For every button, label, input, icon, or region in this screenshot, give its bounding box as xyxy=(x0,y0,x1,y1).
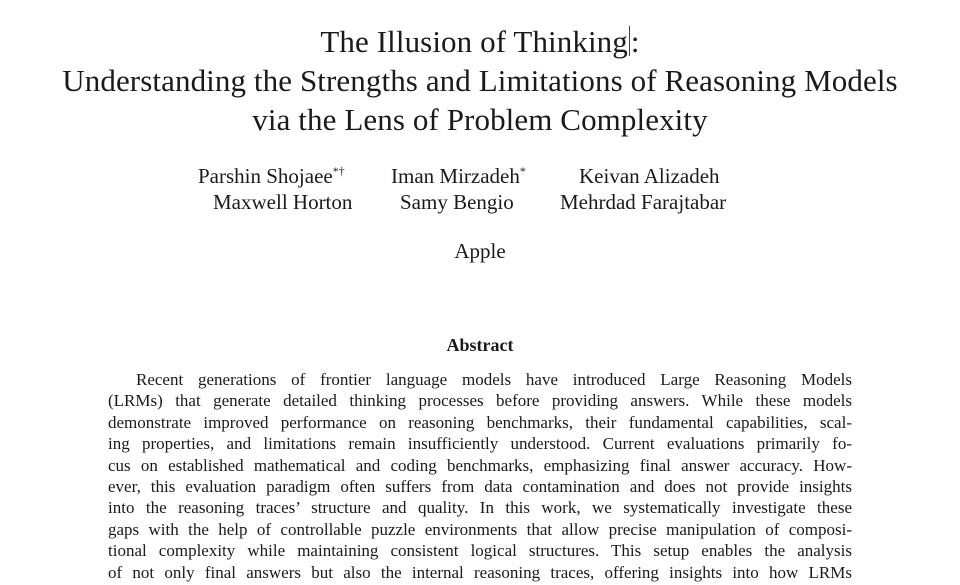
paper-title xyxy=(0,22,960,139)
abstract-line: gaps with the help of controllable puzzle environments that allow precise manipulation of composi- xyxy=(108,519,852,539)
title-line-2: Understanding the Strengths and Limitations of Reasoning Models xyxy=(62,63,898,98)
abstract-line: into the reasoning traces’ structure and quality. In this work, we systematically investigate these xyxy=(108,498,852,518)
abstract-line: of not only final answers but also the internal reasoning traces, offering insights into how LRMs xyxy=(108,562,852,582)
author-name: Keivan Alizadeh xyxy=(579,164,720,188)
author-name: Iman Mirzadeh* xyxy=(391,164,526,188)
abstract-line: (LRMs) that generate detailed thinking processes before providing answers. While these models xyxy=(108,391,852,411)
author-marks: *† xyxy=(332,164,345,178)
abstract-line: ever, this evaluation paradigm often suffers from data contamination and does not provide insights xyxy=(108,477,852,497)
author-name: Maxwell Horton xyxy=(213,190,353,214)
affiliation: Apple xyxy=(454,239,506,263)
abstract-heading: Abstract xyxy=(446,335,514,355)
abstract-line: demonstrate improved performance on reasoning benchmarks, their fundamental capabilities, scal- xyxy=(108,412,852,432)
author-name: Mehrdad Farajtabar xyxy=(560,190,727,214)
abstract-line: tional complexity while maintaining consistent logical structures. This setup enables the analysis xyxy=(108,541,852,561)
title-line-3: via the Lens of Problem Complexity xyxy=(252,102,708,137)
author-name: Samy Bengio xyxy=(400,190,514,214)
author-name: Parshin Shojaee*† xyxy=(198,164,345,188)
title-line-1: The Illusion of Thinking: xyxy=(320,24,640,59)
abstract-line: cus on established mathematical and coding benchmarks, emphasizing final answer accuracy. How- xyxy=(108,455,852,475)
abstract-line: ing properties, and limitations remain insufficiently understood. Current evaluations primarily fo- xyxy=(108,434,852,454)
abstract-line: Recent generations of frontier language models have introduced Large Reasoning Models xyxy=(136,370,852,389)
abstract-body xyxy=(108,369,852,583)
text-cursor xyxy=(629,26,630,56)
author-marks: * xyxy=(519,164,526,178)
